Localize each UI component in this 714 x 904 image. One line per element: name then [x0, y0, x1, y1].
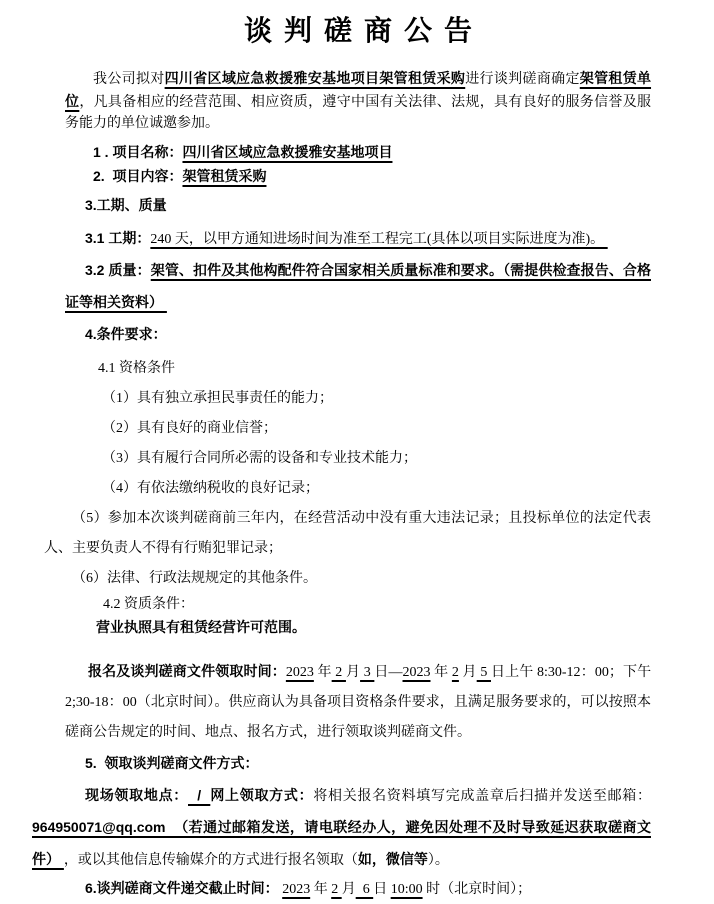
paragraph-xianchang — [32, 780, 651, 876]
paragraph-item5 — [65, 748, 651, 780]
text-segment: 我公司拟对 — [93, 72, 165, 87]
text-segment: （2）具有良好的商业信誉； — [102, 420, 277, 436]
paragraph-item6 — [65, 874, 651, 904]
paragraph-p42b — [65, 616, 651, 640]
text-segment: 如，微信等 — [357, 850, 428, 867]
text-segment: 3.2 质量： — [85, 261, 151, 278]
paragraph-c5 — [44, 504, 651, 564]
filled-blank-text: 架管租赁单位 — [65, 70, 652, 109]
text-segment: 时（北京时间）； — [422, 881, 532, 897]
filled-blank-text: 2023 — [402, 664, 431, 680]
paragraph-c1 — [65, 384, 651, 414]
text-segment: 年 — [430, 664, 452, 680]
filled-blank-text: 架管租赁采购 — [182, 167, 267, 184]
text-segment: 日— — [374, 664, 403, 680]
text-segment: 6.谈判磋商文件递交截止时间： — [85, 879, 279, 896]
text-segment: （4）有依法缴纳税收的良好记录； — [102, 480, 319, 496]
text-segment: 1 . 项目名称： — [93, 143, 183, 160]
filled-blank-text: 5 — [476, 664, 491, 680]
paragraph-intro — [65, 68, 651, 135]
text-segment: 网上领取方式： — [210, 786, 314, 803]
paragraph-p42 — [65, 594, 651, 616]
text-segment: 将相关报名资料填写完成盖章后扫描并发送至邮箱： — [313, 788, 652, 804]
text-segment: 日 — [373, 881, 391, 897]
filled-blank-text: 10:00 — [390, 881, 423, 897]
filled-blank-text: 2023 — [285, 664, 314, 680]
text-segment: 现场领取地点： — [85, 786, 188, 803]
paragraph-c6 — [65, 564, 651, 594]
paragraph-c2 — [65, 414, 651, 444]
text-segment: 年 — [310, 881, 332, 897]
text-segment: 报名及谈判磋商文件领取时间： — [88, 662, 286, 679]
paragraph-item2 — [65, 165, 651, 189]
text-segment: 月 — [341, 881, 356, 897]
text-segment: 3.1 工期： — [85, 229, 151, 246]
filled-blank-text: / — [188, 786, 211, 803]
paragraph-item1 — [65, 141, 651, 165]
text-segment: 5. 领取谈判磋商文件方式： — [85, 754, 259, 771]
text-segment: （5）参加本次谈判磋商前三年内，在经营活动中没有重大违法记录；且投标单位的法定代表人、主要负责人不得有行贿犯罪记录； — [44, 510, 651, 556]
text-segment: （3）具有履行合同所必需的设备和专业技术能力； — [102, 450, 417, 466]
text-segment: 进行谈判磋商确定 — [465, 72, 580, 87]
text-segment: 3.工期、质量 — [85, 196, 167, 213]
text-segment: ，或以其他信息传输媒介的方式进行报名领取（ — [63, 852, 358, 868]
filled-blank-text: 240 天，以甲方通知进场时间为准至工程完工(具体以项目实际进度为准)。 — [150, 231, 608, 247]
document-body — [32, 68, 652, 904]
text-segment: 4.1 资格条件 — [98, 360, 175, 376]
text-segment: 日上午 8:30-12：00；下午 2;30-18：00（北京时间）。供应商认为具备项目资格条件要求，且满足服务要求的，可以按照本磋商公告规定的时间、地点、报名方式，进行领取谈判磋商文件。 — [65, 664, 652, 740]
text-segment: 营业执照具有租赁经营许可范围。 — [96, 618, 306, 635]
paragraph-c4 — [65, 474, 651, 504]
filled-blank-text: 964950071@qq.com （若通过邮箱发送，请电联经办人，避免因处理不及时导致延迟获取磋商文件） — [32, 818, 651, 867]
filled-blank-text: 3 — [360, 664, 375, 680]
text-segment: 4.条件要求： — [85, 325, 167, 342]
paragraph-baoming — [65, 656, 651, 748]
text-segment: 月 — [345, 664, 361, 680]
filled-blank-text: 6 — [355, 881, 374, 897]
text-segment: （6）法律、行政法规规定的其他条件。 — [72, 570, 317, 586]
paragraph-p32 — [65, 255, 651, 319]
filled-blank-text: 四川省区域应急救援雅安基地项目 — [182, 143, 393, 160]
text-segment: ，凡具备相应的经营范围、相应资质，遵守中国有关法律、法规，具有良好的服务信誉及服务能力的单位诚邀参加。 — [65, 94, 652, 131]
paragraph-item3 — [65, 194, 651, 218]
text-segment: 2. 项目内容： — [93, 167, 183, 184]
paragraph-c3 — [65, 444, 651, 474]
text-segment: 4.2 资质条件： — [103, 596, 194, 612]
paragraph-p41 — [65, 354, 651, 384]
text-segment: ）。 — [427, 852, 449, 868]
filled-blank-text: 四川省区域应急救援雅安基地项目架管租赁采购 — [164, 70, 466, 86]
filled-blank-text: 2023 — [282, 881, 311, 897]
document-title: 谈判磋商公告 — [243, 16, 484, 47]
filled-blank-text: 架管、扣件及其他构配件符合国家相关质量标准和要求。（需提供检查报告、合格证等相关资料） — [65, 261, 651, 310]
paragraph-item4 — [65, 319, 651, 351]
filled-blank-text: 2 — [331, 881, 342, 897]
filled-blank-text: 2 — [331, 664, 346, 680]
text-segment: （1）具有独立承担民事责任的能力； — [102, 390, 333, 406]
text-segment: 月 — [458, 664, 477, 680]
text-segment: 年 — [313, 664, 332, 680]
filled-blank-text: 2 — [451, 664, 459, 680]
paragraph-p31 — [65, 223, 651, 255]
